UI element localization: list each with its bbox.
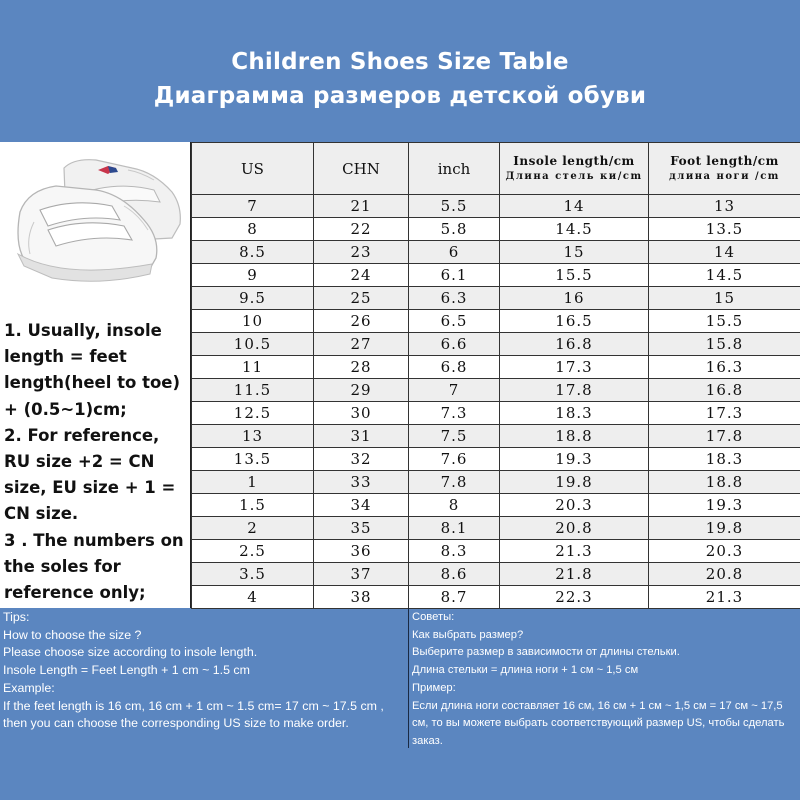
- cell-us: 3.5: [192, 563, 314, 586]
- table-row: [192, 241, 800, 264]
- cell-inch: 8.7: [409, 586, 500, 609]
- cell-insole: 15.5: [500, 264, 649, 287]
- header-insole: [500, 143, 649, 195]
- tips-line: Example:: [3, 680, 55, 695]
- cell-inch: 5.5: [409, 195, 500, 218]
- cell-us: 10: [192, 310, 314, 333]
- cell-inch: 7.3: [409, 402, 500, 425]
- cell-insole: 16.5: [500, 310, 649, 333]
- note-item: 2. For reference, RU size +2 = CN size, EU size + 1 = CN size.: [4, 425, 176, 524]
- table-row: [192, 218, 800, 241]
- tips-line: Insole Length = Feet Length + 1 cm ~ 1.5 cm: [3, 663, 250, 678]
- cell-chn: 35: [314, 517, 409, 540]
- header-foot-ru: длина ноги /cm: [669, 170, 780, 182]
- cell-inch: 6.8: [409, 356, 500, 379]
- table-row: [192, 448, 800, 471]
- cell-chn: 33: [314, 471, 409, 494]
- cell-insole: 18.8: [500, 425, 649, 448]
- cell-chn: 36: [314, 540, 409, 563]
- table-row: [192, 195, 800, 218]
- tips-line: Как выбрать размер?: [412, 628, 524, 641]
- cell-us: 13: [192, 425, 314, 448]
- cell-inch: 6.5: [409, 310, 500, 333]
- cell-chn: 29: [314, 379, 409, 402]
- cell-insole: 21.3: [500, 540, 649, 563]
- cell-inch: 8.6: [409, 563, 500, 586]
- cell-us: 9.5: [192, 287, 314, 310]
- cell-foot: 15.8: [649, 333, 800, 356]
- tips-line: Пример:: [412, 681, 456, 694]
- tips-line: Длина стельки = длина ноги + 1 см ~ 1,5 см: [412, 664, 639, 677]
- cell-us: 2.5: [192, 540, 314, 563]
- cell-insole: 14.5: [500, 218, 649, 241]
- cell-chn: 21: [314, 195, 409, 218]
- cell-foot: 13: [649, 195, 800, 218]
- cell-foot: 14.5: [649, 264, 800, 287]
- table-row: [192, 402, 800, 425]
- cell-foot: 14: [649, 241, 800, 264]
- tips-line: How to choose the size ?: [3, 627, 142, 642]
- cell-us: 10.5: [192, 333, 314, 356]
- cell-us: 12.5: [192, 402, 314, 425]
- cell-insole: 21.8: [500, 563, 649, 586]
- cell-foot: 20.3: [649, 540, 800, 563]
- cell-us: 11.5: [192, 379, 314, 402]
- table-row: [192, 379, 800, 402]
- table-body: [192, 195, 800, 609]
- table-header-row: [192, 143, 800, 195]
- left-panel: [0, 142, 191, 608]
- cell-insole: 22.3: [500, 586, 649, 609]
- tips-line: Советы:: [412, 611, 455, 623]
- cell-foot: 15.5: [649, 310, 800, 333]
- cell-us: 7: [192, 195, 314, 218]
- cell-foot: 15: [649, 287, 800, 310]
- cell-us: 4: [192, 586, 314, 609]
- header-chn: CHN: [314, 143, 409, 195]
- cell-chn: 26: [314, 310, 409, 333]
- cell-us: 13.5: [192, 448, 314, 471]
- cell-inch: 7.8: [409, 471, 500, 494]
- cell-insole: 17.8: [500, 379, 649, 402]
- cell-chn: 23: [314, 241, 409, 264]
- cell-insole: 19.8: [500, 471, 649, 494]
- cell-us: 8: [192, 218, 314, 241]
- tips-english: [0, 608, 409, 748]
- table-row: [192, 333, 800, 356]
- cell-chn: 22: [314, 218, 409, 241]
- cell-chn: 30: [314, 402, 409, 425]
- table-row: [192, 264, 800, 287]
- table-row: [192, 287, 800, 310]
- cell-us: 1: [192, 471, 314, 494]
- cell-foot: 19.3: [649, 494, 800, 517]
- title-block: [0, 0, 800, 142]
- table-row: [192, 540, 800, 563]
- table-row: [192, 494, 800, 517]
- tips-line: Tips:: [3, 610, 30, 624]
- cell-inch: 6.3: [409, 287, 500, 310]
- cell-inch: 5.8: [409, 218, 500, 241]
- cell-us: 9: [192, 264, 314, 287]
- cell-foot: 18.3: [649, 448, 800, 471]
- cell-insole: 16.8: [500, 333, 649, 356]
- cell-chn: 37: [314, 563, 409, 586]
- cell-chn: 38: [314, 586, 409, 609]
- note-item: 3 . The numbers on the soles for reference only;: [4, 530, 184, 603]
- cell-foot: 13.5: [649, 218, 800, 241]
- cell-chn: 27: [314, 333, 409, 356]
- size-table: [191, 142, 800, 609]
- header-insole-en: Insole length/cm: [513, 153, 635, 168]
- cell-foot: 16.3: [649, 356, 800, 379]
- cell-inch: 6: [409, 241, 500, 264]
- cell-insole: 15: [500, 241, 649, 264]
- cell-foot: 20.8: [649, 563, 800, 586]
- header-insole-ru: Длина стель ки/cm: [505, 170, 643, 182]
- cell-inch: 8.3: [409, 540, 500, 563]
- cell-foot: 16.8: [649, 379, 800, 402]
- cell-foot: 21.3: [649, 586, 800, 609]
- title-russian: Диаграмма размеров детской обуви: [153, 83, 647, 109]
- cell-inch: 8: [409, 494, 500, 517]
- tips-line: Если длина ноги составляет 16 см, 16 см + 1 см ~ 1,5 см = 17 см ~ 17,5 см, то вы можете выбрать соответствующий размер US, чтобы сделать заказ.: [412, 699, 785, 747]
- cell-insole: 14: [500, 195, 649, 218]
- cell-inch: 6.6: [409, 333, 500, 356]
- table-row: [192, 310, 800, 333]
- note-item: 1. Usually, insole length = feet length(heel to toe) + (0.5~1)cm;: [4, 321, 181, 419]
- cell-insole: 18.3: [500, 402, 649, 425]
- cell-us: 11: [192, 356, 314, 379]
- cell-foot: 19.8: [649, 517, 800, 540]
- size-notes: [4, 318, 190, 606]
- sneaker-product-image: [4, 150, 186, 290]
- table-row: [192, 586, 800, 609]
- tips-line: Выберите размер в зависимости от длины стельки.: [412, 646, 680, 659]
- header-inch: inch: [409, 143, 500, 195]
- cell-insole: 20.3: [500, 494, 649, 517]
- cell-insole: 19.3: [500, 448, 649, 471]
- table-row: [192, 356, 800, 379]
- header-foot: [649, 143, 800, 195]
- cell-inch: 8.1: [409, 517, 500, 540]
- cell-insole: 20.8: [500, 517, 649, 540]
- cell-insole: 17.3: [500, 356, 649, 379]
- cell-chn: 31: [314, 425, 409, 448]
- cell-foot: 17.8: [649, 425, 800, 448]
- cell-us: 8.5: [192, 241, 314, 264]
- cell-chn: 28: [314, 356, 409, 379]
- cell-foot: 18.8: [649, 471, 800, 494]
- tips-line: Please choose size according to insole length.: [3, 645, 258, 660]
- title-english: Children Shoes Size Table: [231, 49, 569, 75]
- cell-chn: 34: [314, 494, 409, 517]
- cell-chn: 25: [314, 287, 409, 310]
- cell-inch: 6.1: [409, 264, 500, 287]
- cell-chn: 32: [314, 448, 409, 471]
- header-foot-en: Foot length/cm: [670, 153, 779, 168]
- cell-insole: 16: [500, 287, 649, 310]
- header-us: US: [192, 143, 314, 195]
- table-row: [192, 471, 800, 494]
- cell-inch: 7.5: [409, 425, 500, 448]
- table-row: [192, 425, 800, 448]
- cell-us: 1.5: [192, 494, 314, 517]
- cell-inch: 7.6: [409, 448, 500, 471]
- cell-foot: 17.3: [649, 402, 800, 425]
- cell-inch: 7: [409, 379, 500, 402]
- cell-us: 2: [192, 517, 314, 540]
- tips-line: If the feet length is 16 cm, 16 cm + 1 cm ~ 1.5 cm= 17 cm ~ 17.5 cm , then you can choose the corresponding US size to make order.: [3, 698, 384, 731]
- table-row: [192, 563, 800, 586]
- table-row: [192, 517, 800, 540]
- tips-russian: [409, 608, 800, 748]
- cell-chn: 24: [314, 264, 409, 287]
